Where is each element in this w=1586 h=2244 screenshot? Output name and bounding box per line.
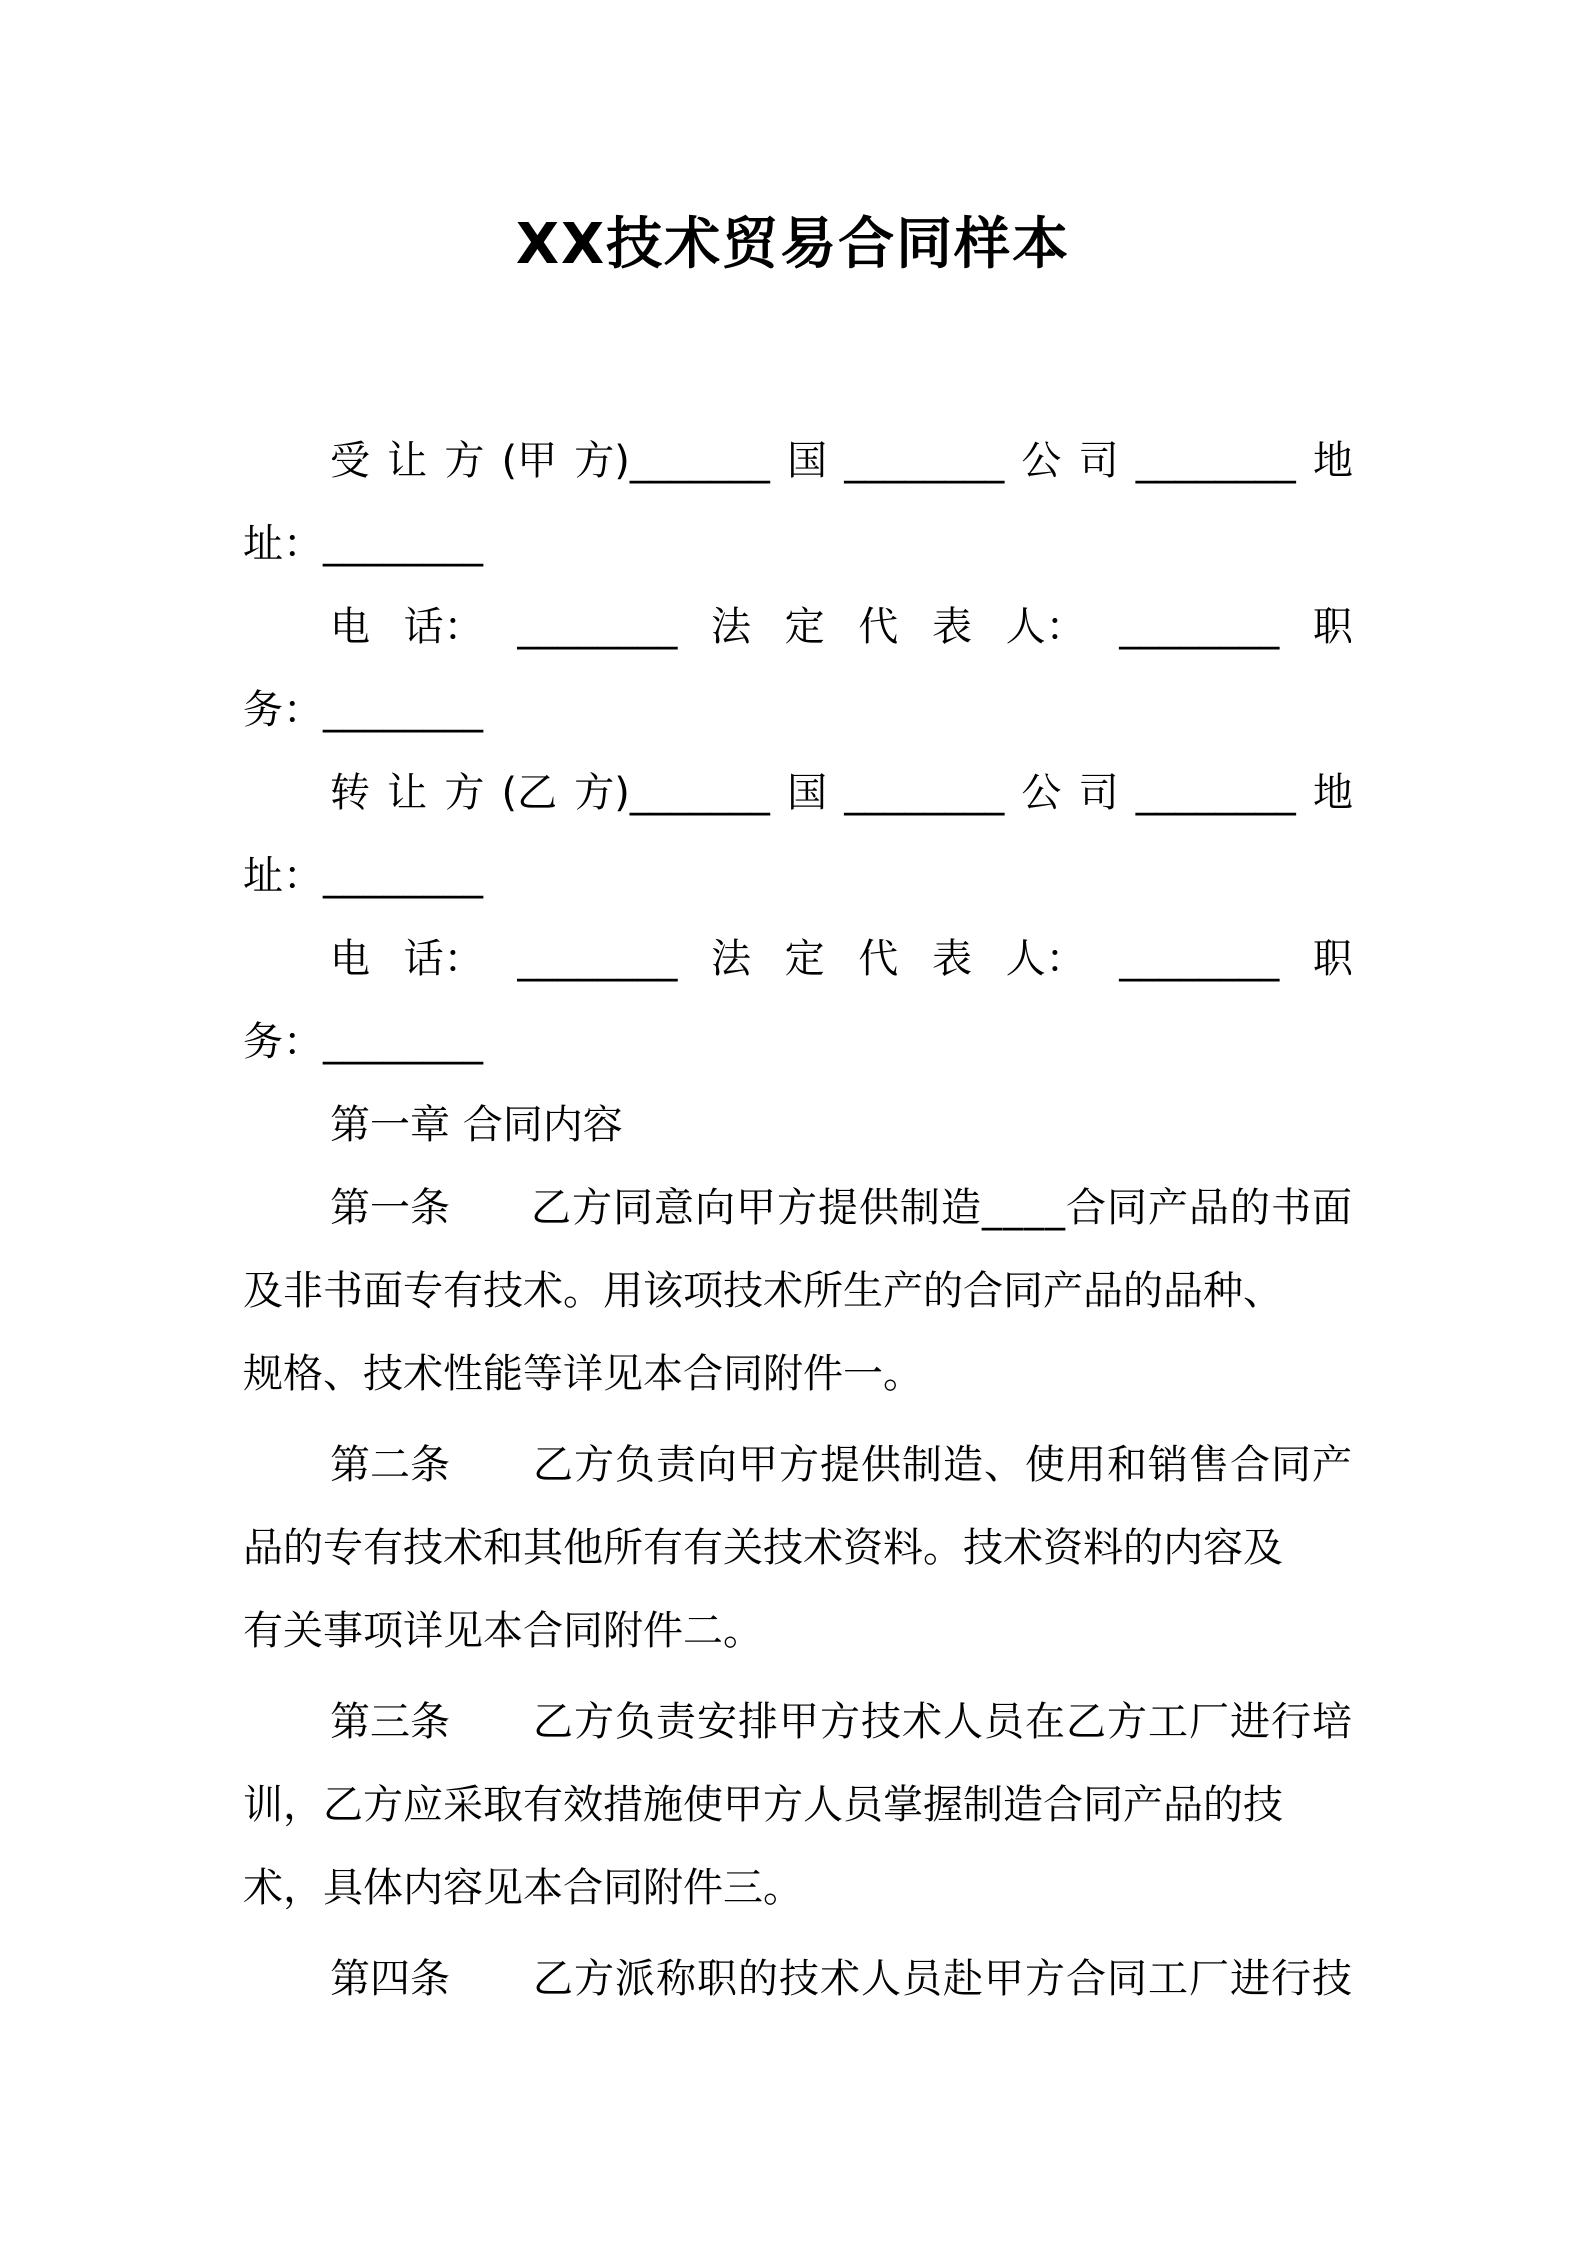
text-segment: 电 — [330, 936, 370, 982]
party-a-address-line: 址：________ — [243, 521, 483, 567]
text-segment: ________ — [1135, 438, 1296, 484]
text-segment: ________ — [1119, 604, 1280, 650]
article-number: 第四条 — [330, 1956, 450, 2002]
text-segment: 地 — [1312, 438, 1353, 484]
article-2-line-1 — [243, 1424, 1353, 1507]
text-segment: 法 — [710, 604, 751, 650]
party-b-title-line: 务：________ — [243, 1019, 483, 1065]
text-segment: ________ — [517, 936, 678, 982]
document-body — [243, 420, 1353, 2021]
text-segment: 代 — [858, 604, 899, 650]
text-segment: 定 — [784, 604, 825, 650]
article-2-line-3: 有关事项详见本合同附件二。 — [243, 1608, 763, 1654]
text-segment: 司 — [1078, 770, 1119, 816]
text-segment: 话： — [403, 936, 484, 982]
article-3-line-1 — [243, 1681, 1353, 1764]
text-segment: 定 — [784, 936, 825, 982]
text-segment: 方)_______ — [574, 438, 770, 484]
text-segment: 地 — [1312, 770, 1353, 816]
party-b-line-1 — [243, 752, 1353, 835]
text-segment: ________ — [1119, 936, 1280, 982]
article-1-line-3: 规格、技术性能等详见本合同附件一。 — [243, 1351, 923, 1397]
party-b-line-3 — [243, 918, 1353, 1001]
article-text: 乙方负责向甲方提供制造、使用和销售合同产 — [533, 1442, 1353, 1488]
text-segment: (甲 — [501, 438, 558, 484]
text-segment: 方 — [444, 438, 485, 484]
text-segment: 让 — [387, 770, 428, 816]
article-4-line-1 — [243, 1938, 1353, 2021]
article-text: 乙方同意向甲方提供制造____合同产品的书面 — [531, 1185, 1353, 1231]
text-segment: 职 — [1312, 604, 1353, 650]
text-segment: ________ — [1135, 770, 1296, 816]
text-segment: 表 — [931, 936, 972, 982]
article-number: 第一条 — [330, 1185, 450, 1231]
text-segment: 让 — [387, 438, 428, 484]
article-text: 乙方负责安排甲方技术人员在乙方工厂进行培 — [533, 1699, 1353, 1745]
text-segment: 国 — [787, 770, 828, 816]
text-segment: 受 — [330, 438, 370, 484]
article-1-line-2: 及非书面专有技术。用该项技术所生产的合同产品的品种、 — [243, 1268, 1283, 1314]
text-segment: 公 — [1021, 770, 1062, 816]
party-a-line-1 — [243, 420, 1353, 503]
text-segment: (乙 — [501, 770, 558, 816]
party-a-title-line: 务：________ — [243, 687, 483, 733]
chapter-heading: 第一章 合同内容 — [330, 1102, 623, 1148]
text-segment: 方 — [444, 770, 485, 816]
text-segment: 转 — [330, 770, 370, 816]
text-segment: 人： — [1005, 936, 1086, 982]
text-segment: ________ — [517, 604, 678, 650]
document-title: XX技术贸易合同样本 — [515, 212, 1071, 277]
article-number: 第二条 — [330, 1442, 450, 1488]
text-segment: 表 — [931, 604, 972, 650]
article-text: 乙方派称职的技术人员赴甲方合同工厂进行技 — [533, 1956, 1353, 2002]
text-segment: 人： — [1005, 604, 1086, 650]
text-segment: 公 — [1021, 438, 1062, 484]
text-segment: 法 — [710, 936, 751, 982]
text-segment: ________ — [844, 438, 1005, 484]
text-segment: 代 — [858, 936, 899, 982]
article-number: 第三条 — [330, 1699, 450, 1745]
party-a-line-3 — [243, 586, 1353, 669]
text-segment: 电 — [330, 604, 370, 650]
article-2-line-2: 品的专有技术和其他所有有关技术资料。技术资料的内容及 — [243, 1525, 1283, 1571]
article-1-line-1 — [243, 1167, 1353, 1250]
text-segment: 司 — [1078, 438, 1119, 484]
text-segment: 职 — [1312, 936, 1353, 982]
text-segment: 话： — [403, 604, 484, 650]
party-b-address-line: 址：________ — [243, 853, 483, 899]
text-segment: 国 — [787, 438, 828, 484]
article-3-line-3: 术，具体内容见本合同附件三。 — [243, 1865, 803, 1911]
article-3-line-2: 训，乙方应采取有效措施使甲方人员掌握制造合同产品的技 — [243, 1782, 1283, 1828]
text-segment: 方)_______ — [574, 770, 770, 816]
text-segment: ________ — [844, 770, 1005, 816]
